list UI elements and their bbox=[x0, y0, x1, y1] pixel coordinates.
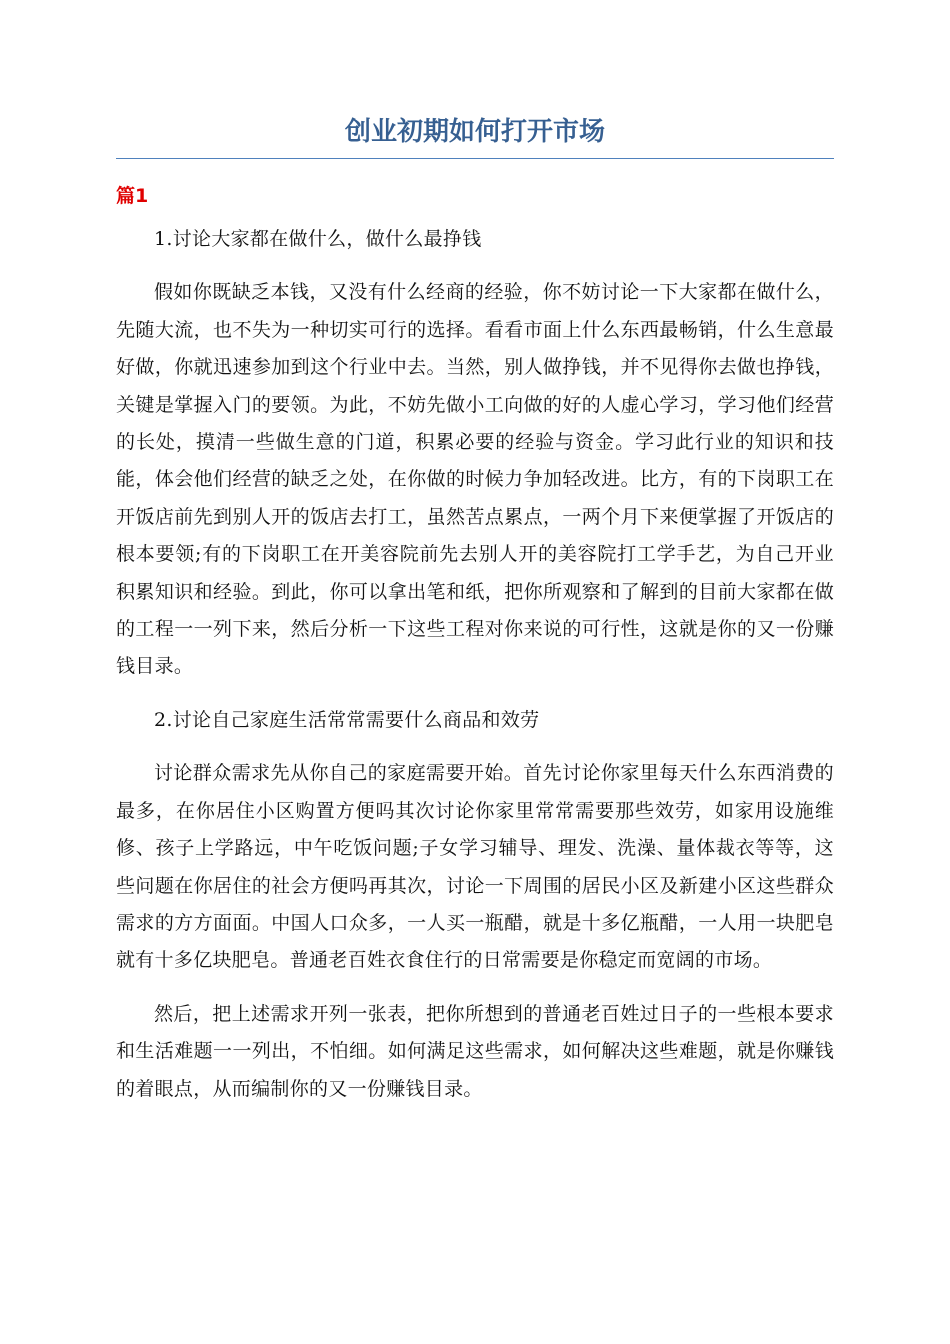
paragraph-3: 然后，把上述需求开列一张表，把你所想到的普通老百姓过日子的一些根本要求和生活难题一一列出，不怕细。如何满足这些需求，如何解决这些难题，就是你赚钱的着眼点，从而编制你的又一份赚钱目录。 bbox=[116, 1002, 834, 1100]
paragraph-2: 讨论群众需求先从你自己的家庭需要开始。首先讨论你家里每天什么东西消费的最多，在你居住小区购置方便吗其次讨论你家里常常需要那些效劳，如家用设施维修、孩子上学路远，中午吃饭问题;子女学习辅导、理发、洗澡、量体裁衣等等，这些问题在你居住的社会方便吗再其次，讨论一下周围的居民小区及新建小区这些群众需求的方方面面。中国人口众多，一人买一瓶醋，就是十多亿瓶醋，一人用一块肥皂就有十多亿块肥皂。普通老百姓衣食住行的日常需要是你稳定而宽阔的市场。 bbox=[116, 762, 834, 972]
document-page bbox=[116, 112, 834, 1108]
document-title: 创业初期如何打开市场 bbox=[116, 112, 834, 159]
section-label: 篇1 bbox=[116, 185, 149, 207]
subheading-2: 2.讨论自己家庭生活常常需要什么商品和效劳 bbox=[154, 708, 540, 731]
paragraph-1: 假如你既缺乏本钱，又没有什么经商的经验，你不妨讨论一下大家都在做什么，先随大流，也不失为一种切实可行的选择。看看市面上什么东西最畅销，什么生意最好做，你就迅速参加到这个行业中去。当然，别人做挣钱，并不见得你去做也挣钱，关键是掌握入门的要领。为此，不妨先做小工向做的好的人虚心学习，学习他们经营的长处，摸清一些做生意的门道，积累必要的经验与资金。学习此行业的知识和技能，体会他们经营的缺乏之处，在你做的时候力争加轻改进。比方，有的下岗职工在开饭店前先到别人开的饭店去打工，虽然苦点累点，一两个月下来便掌握了开饭店的根本要领;有的下岗职工在开美容院前先去别人开的美容院打工学手艺，为自己开业积累知识和经验。到此，你可以拿出笔和纸，把你所观察和了解到的目前大家都在做的工程一一列下来，然后分析一下这些工程对你来说的可行性，这就是你的又一份赚钱目录。 bbox=[116, 281, 834, 678]
subheading-1: 1.讨论大家都在做什么，做什么最挣钱 bbox=[154, 228, 482, 250]
